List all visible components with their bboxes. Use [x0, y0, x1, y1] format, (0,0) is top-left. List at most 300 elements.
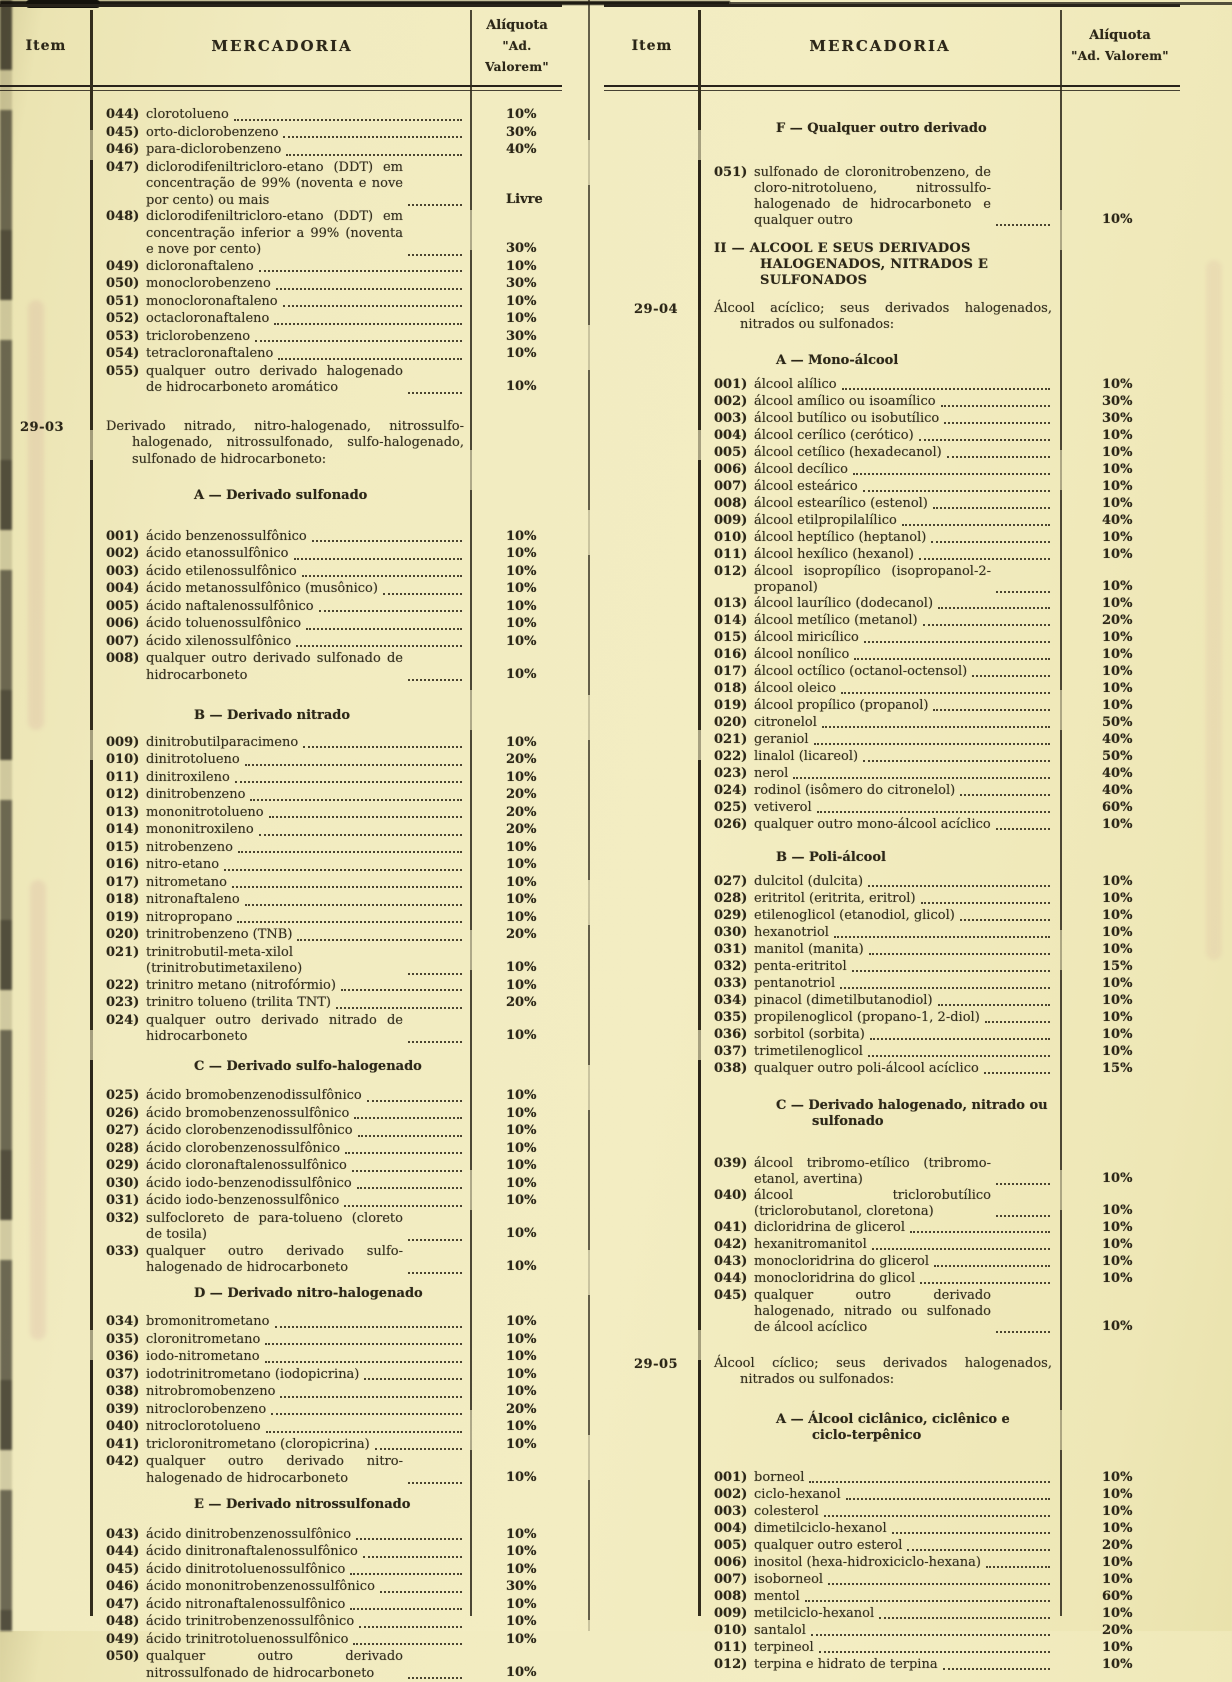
mercadoria-cell	[700, 1470, 1060, 1487]
dot-leader	[938, 1004, 1050, 1006]
entry-text-wrap	[146, 1454, 464, 1487]
rate-value: 10%	[1102, 1555, 1133, 1570]
entry-number: 050)	[106, 1649, 140, 1664]
entry-text: hexanotriol	[754, 925, 829, 940]
entry-number: 024)	[714, 783, 748, 798]
entry-text-wrap	[754, 942, 1052, 958]
item-code: 29-03	[20, 419, 65, 435]
entry-text: trinitrobenzeno (TNB)	[146, 927, 293, 942]
entry-text: trimetilenoglicol	[754, 1044, 863, 1059]
dot-leader	[892, 1532, 1050, 1534]
entry-text-wrap	[754, 1572, 1052, 1588]
item-code	[604, 681, 700, 698]
entry-text-wrap	[754, 630, 1052, 646]
mercadoria-cell	[700, 647, 1060, 664]
dot-leader	[363, 1556, 462, 1558]
item-code	[604, 749, 700, 766]
entry-text: santalol	[754, 1623, 806, 1638]
rate-value: 20%	[1102, 613, 1133, 628]
item-code	[0, 822, 92, 840]
item-code	[0, 1579, 92, 1597]
item-code	[0, 1123, 92, 1141]
entry-text-wrap	[146, 209, 464, 259]
entry-text: álcool oleico	[754, 681, 837, 696]
section-heading: D — Derivado nitro-halogenado	[194, 1285, 423, 1301]
entry-number: 009)	[106, 734, 140, 750]
table-row	[0, 978, 562, 996]
rate-value: 10%	[1102, 1203, 1133, 1218]
rate-value: Livre	[506, 191, 543, 207]
table-row	[604, 1470, 1180, 1487]
entry-text-wrap	[754, 698, 1052, 714]
entry-number: 011)	[714, 547, 748, 562]
rate-value: 10%	[506, 1366, 537, 1382]
entry-text-wrap	[754, 681, 1052, 697]
mercadoria-cell	[92, 1332, 472, 1350]
dot-leader	[814, 743, 1051, 745]
rate-value: 10%	[506, 311, 537, 326]
entry-text-wrap	[754, 1504, 1052, 1520]
column-header-item: Item	[631, 38, 673, 54]
table-row	[0, 892, 562, 910]
entry-text-wrap	[754, 891, 1052, 907]
section-heading: C — Derivado sulfo-halogenado	[194, 1058, 422, 1074]
rate-value	[472, 1286, 562, 1303]
spacer	[0, 468, 562, 488]
dot-leader	[852, 970, 1050, 972]
entry-number: 054)	[106, 346, 140, 361]
item-code	[604, 1156, 700, 1188]
entry-text-wrap	[754, 1606, 1052, 1622]
table-row	[0, 125, 562, 143]
rate-value: 10%	[506, 293, 537, 309]
rate-value: 10%	[1102, 1271, 1133, 1286]
spacer	[604, 866, 1180, 874]
table-row	[604, 496, 1180, 513]
rate-value: 10%	[506, 1349, 537, 1364]
table-row	[0, 840, 562, 858]
table-row	[604, 800, 1180, 817]
entry-text-wrap	[146, 1419, 464, 1436]
mercadoria-cell	[700, 1098, 1060, 1130]
entry-number: 018)	[106, 892, 140, 907]
spacer	[604, 369, 1180, 377]
dot-leader	[869, 953, 1050, 955]
entry-text-wrap	[146, 1632, 464, 1649]
column-header-aliquota	[1060, 25, 1180, 67]
entry-text: nitrometano	[146, 874, 227, 890]
dot-leader	[296, 645, 462, 647]
item-code	[0, 787, 92, 805]
mercadoria-cell	[92, 1437, 472, 1455]
table-row	[0, 927, 562, 945]
entry-text-wrap	[146, 1106, 464, 1123]
table-row	[0, 1562, 562, 1580]
entry-text-wrap	[146, 160, 464, 210]
item-code: 29-04	[634, 302, 679, 317]
mercadoria-cell	[92, 1454, 472, 1487]
mercadoria-cell	[700, 1288, 1060, 1336]
item-code	[0, 160, 92, 210]
item-code	[0, 616, 92, 634]
rate-value: 40%	[1102, 783, 1133, 798]
entry-number: 008)	[714, 496, 748, 511]
rate-value: 10%	[506, 528, 537, 544]
entry-text-wrap	[146, 805, 464, 822]
entry-number: 023)	[106, 995, 140, 1010]
mercadoria-cell	[700, 766, 1060, 783]
table-row	[0, 1454, 562, 1487]
entry-number: 029)	[714, 908, 748, 923]
item-code	[0, 599, 92, 617]
mercadoria-cell	[700, 993, 1060, 1010]
entry-text-wrap	[754, 1220, 1052, 1236]
entry-number: 010)	[714, 1623, 748, 1638]
item-code	[0, 546, 92, 564]
entry-text-wrap	[754, 664, 1052, 680]
entry-text: álcool butílico ou isobutílico	[754, 411, 940, 426]
table-row	[604, 1061, 1180, 1078]
table-row	[0, 1013, 562, 1046]
table-row	[604, 1288, 1180, 1336]
table-row	[604, 613, 1180, 630]
item-code	[604, 479, 700, 496]
rate-value: 10%	[506, 1175, 537, 1191]
entry-text: álcool triclorobutílico (triclorobutanol, cloretona)	[754, 1188, 991, 1219]
entry-text: propilenoglicol (propano-1, 2-diol)	[754, 1010, 980, 1025]
mercadoria-cell	[700, 732, 1060, 749]
dot-leader	[408, 1482, 462, 1484]
item-code	[604, 530, 700, 547]
table-row	[604, 874, 1180, 891]
mercadoria-cell	[92, 927, 472, 945]
entry-number: 012)	[106, 787, 140, 802]
dot-leader	[259, 834, 462, 836]
item-code	[0, 1562, 92, 1580]
item-code	[0, 634, 92, 652]
item-code	[0, 1013, 92, 1046]
entry-text-wrap	[754, 394, 1052, 410]
table-row	[0, 634, 562, 652]
entry-text: nitrobromobenzeno	[146, 1384, 276, 1399]
entry-text-wrap	[754, 766, 1052, 782]
dot-leader	[319, 610, 462, 612]
entry-text: monocloridrina do glicol	[754, 1271, 916, 1286]
item-code	[0, 857, 92, 875]
mercadoria-cell	[92, 616, 472, 634]
table-row	[604, 1640, 1180, 1657]
entry-number: 007)	[106, 633, 140, 649]
rate-value: 15%	[1102, 959, 1133, 974]
entry-text: nerol	[754, 766, 789, 781]
entry-number: 010)	[714, 530, 748, 545]
table-row	[604, 698, 1180, 715]
table-row	[0, 1244, 562, 1277]
dot-leader	[383, 593, 462, 595]
rate-value	[472, 419, 562, 469]
entry-text: qualquer outro derivado halogenado de hidrocarboneto aromático	[146, 363, 403, 395]
entry-number: 041)	[714, 1220, 748, 1235]
mercadoria-cell	[92, 1244, 472, 1277]
entry-number: 025)	[714, 800, 748, 815]
table-row	[604, 681, 1180, 698]
entry-text: trinitro metano (nitrofórmio)	[146, 977, 336, 993]
item-code	[604, 596, 700, 613]
table-row	[604, 1027, 1180, 1044]
entry-text: eritritol (eritrita, eritrol)	[754, 891, 916, 906]
mercadoria-cell	[92, 1314, 472, 1332]
entry-number: 037)	[714, 1044, 748, 1059]
mercadoria-cell	[92, 822, 472, 840]
table-row	[604, 1623, 1180, 1640]
entry-text-wrap	[754, 1470, 1052, 1486]
mercadoria-cell	[700, 353, 1060, 369]
table-row	[0, 752, 562, 770]
dot-leader	[919, 558, 1050, 560]
entry-text: ácido iodo-benzenossulfônico	[146, 1193, 340, 1208]
entry-text-wrap	[146, 1088, 464, 1105]
dot-leader	[960, 919, 1050, 921]
entry-text: nitro-etano	[146, 857, 220, 872]
entry-text-wrap	[146, 840, 464, 857]
rate-value: 20%	[506, 927, 537, 942]
mercadoria-cell	[700, 547, 1060, 564]
item-code	[604, 1487, 700, 1504]
item-code	[604, 165, 700, 229]
item-code	[0, 708, 92, 725]
dot-leader	[996, 1331, 1050, 1333]
item-code	[0, 329, 92, 347]
mercadoria-cell	[92, 787, 472, 805]
entry-number: 012)	[714, 564, 748, 579]
table-row	[0, 1544, 562, 1562]
entry-text: álcool propílico (propanol)	[754, 698, 929, 713]
mercadoria-cell	[700, 462, 1060, 479]
table-row	[0, 1632, 562, 1650]
entry-number: 018)	[714, 681, 748, 696]
rate-value: 10%	[506, 839, 537, 855]
entry-text: qualquer outro esterol	[754, 1538, 903, 1553]
spacer	[0, 1277, 562, 1286]
item-code	[0, 1286, 92, 1303]
entry-text: hexanitromanitol	[754, 1237, 867, 1252]
section-heading: B — Poli-álcool	[776, 850, 886, 865]
mercadoria-cell	[92, 708, 472, 725]
entry-text: ácido clorobenzenossulfônico	[146, 1140, 341, 1156]
table-row	[604, 1504, 1180, 1521]
dot-leader	[341, 989, 462, 991]
entry-text: ciclo-hexanol	[754, 1487, 841, 1502]
item-code	[604, 353, 700, 369]
spacer	[604, 1444, 1180, 1470]
rate-value: 20%	[506, 995, 537, 1010]
entry-text: para-diclorobenzeno	[146, 142, 282, 157]
table-row	[0, 1649, 562, 1682]
entry-text-wrap	[754, 496, 1052, 512]
table-row	[0, 1614, 562, 1632]
entry-text: mentol	[754, 1589, 800, 1604]
rate-value: 30%	[506, 1579, 537, 1594]
item-code	[604, 1640, 700, 1657]
entry-text: qualquer outro derivado sulfonado de hidrocarboneto	[146, 651, 403, 683]
rate-value: 10%	[506, 581, 537, 596]
entry-number: 035)	[106, 1331, 140, 1347]
rate-value: 10%	[506, 616, 537, 631]
table-row	[0, 346, 562, 364]
dot-leader	[297, 939, 462, 941]
dot-leader	[266, 1431, 462, 1433]
entry-text-wrap	[146, 1211, 464, 1244]
mercadoria-cell	[700, 445, 1060, 462]
table-row	[0, 1437, 562, 1455]
dot-leader	[920, 1282, 1050, 1284]
dot-leader	[834, 936, 1050, 938]
entry-text: álcool tribromo-etílico (tribromo-etanol, avertina)	[754, 1156, 991, 1187]
rate-value: 40%	[1102, 766, 1133, 781]
table-row	[604, 1538, 1180, 1555]
rate-value: 10%	[506, 107, 537, 122]
spacer	[0, 397, 562, 419]
entry-text: ácido etilenossulfônico	[146, 563, 297, 579]
table-row	[0, 1193, 562, 1211]
rate-value: 30%	[506, 241, 537, 256]
rate-value: 10%	[1102, 1027, 1133, 1042]
entry-number: 042)	[714, 1237, 748, 1252]
table-row	[604, 1572, 1180, 1589]
mercadoria-cell	[700, 1538, 1060, 1555]
table-row	[604, 1487, 1180, 1504]
rate-value: 10%	[506, 346, 537, 361]
mercadoria-cell	[92, 364, 472, 397]
mercadoria-cell	[700, 925, 1060, 942]
entry-text-wrap	[754, 800, 1052, 816]
mercadoria-cell	[92, 1614, 472, 1632]
mercadoria-cell	[92, 735, 472, 753]
rate-value: 10%	[1102, 445, 1133, 460]
rate-value: 10%	[1102, 1171, 1133, 1186]
mercadoria-cell	[700, 1412, 1060, 1444]
entry-text-wrap	[754, 1254, 1052, 1270]
dot-leader	[367, 1100, 462, 1102]
entry-text-wrap	[754, 479, 1052, 495]
mercadoria-cell	[700, 564, 1060, 596]
dot-leader	[943, 1668, 1050, 1670]
spacer	[604, 333, 1180, 353]
rate-value: 10%	[1102, 596, 1133, 611]
entry-number: 038)	[106, 1384, 140, 1399]
entry-text-wrap	[146, 1158, 464, 1175]
item-code	[604, 766, 700, 783]
aliquota-line2: "Ad. Valorem"	[1071, 49, 1169, 63]
item-code	[604, 1254, 700, 1271]
item-code	[0, 1527, 92, 1545]
table-row	[0, 276, 562, 294]
rate-value: 10%	[1102, 530, 1133, 545]
entry-number: 015)	[714, 630, 748, 645]
entry-text: monocloronaftaleno	[146, 293, 278, 309]
rate-value: 10%	[506, 1028, 537, 1043]
rate-value: 10%	[1102, 874, 1133, 889]
item-code	[0, 1059, 92, 1076]
item-code	[604, 1538, 700, 1555]
mercadoria-cell	[92, 1497, 472, 1514]
dot-leader	[934, 1265, 1050, 1267]
table-row	[604, 1271, 1180, 1288]
mercadoria-cell	[700, 1555, 1060, 1572]
aliquota-line2: "Ad. Valorem"	[485, 38, 549, 74]
entry-text-wrap	[754, 1487, 1052, 1503]
entry-text: geraniol	[754, 732, 809, 747]
dot-leader	[996, 1183, 1050, 1185]
dot-leader	[237, 921, 462, 923]
entry-text-wrap	[146, 311, 464, 328]
mercadoria-cell	[700, 1027, 1060, 1044]
item-code	[0, 209, 92, 259]
rate-value: 10%	[506, 1596, 537, 1612]
entry-text: clorotolueno	[146, 107, 229, 122]
section-heading: B — Derivado nitrado	[194, 708, 351, 723]
rate-value: 50%	[1102, 715, 1133, 730]
entry-text: álcool cerílico (cerótico)	[754, 428, 914, 443]
item-code	[604, 976, 700, 993]
mercadoria-cell	[92, 1597, 472, 1615]
entry-text-wrap	[146, 546, 464, 563]
item-code	[604, 1412, 700, 1444]
aliquota-line1: Alíquota	[486, 17, 548, 33]
entry-number: 022)	[714, 749, 748, 764]
entry-text-wrap	[146, 616, 464, 633]
mercadoria-cell	[92, 892, 472, 910]
entry-number: 041)	[106, 1436, 140, 1452]
dot-leader	[234, 119, 462, 121]
entry-text: dicloronaftaleno	[146, 258, 254, 274]
rate-value: 10%	[506, 1259, 537, 1274]
mercadoria-cell	[700, 800, 1060, 817]
rate-value: 10%	[506, 666, 537, 682]
rate-value: 20%	[506, 752, 537, 767]
mercadoria-cell	[700, 1521, 1060, 1538]
entry-text: ácido cloronaftalenossulfônico	[146, 1158, 347, 1173]
item-code	[604, 411, 700, 428]
entry-number: 019)	[106, 909, 140, 925]
entry-number: 017)	[106, 874, 140, 890]
item-code	[604, 1572, 700, 1589]
mercadoria-cell	[92, 276, 472, 294]
mercadoria-cell	[700, 377, 1060, 394]
rate-value: 10%	[506, 857, 537, 872]
table-row	[604, 513, 1180, 530]
entry-number: 053)	[106, 328, 140, 344]
dot-leader	[364, 1378, 462, 1380]
entry-number: 003)	[714, 411, 748, 426]
item-code	[604, 1061, 700, 1078]
rate-value: 10%	[506, 1614, 537, 1629]
group-text: Álcool acíclico; seus derivados halogenados, nitrados ou sulfonados:	[714, 301, 1052, 332]
item-code	[604, 1027, 700, 1044]
table-row	[604, 445, 1180, 462]
dot-leader	[269, 816, 462, 818]
vertical-rule	[470, 10, 472, 1616]
entry-text-wrap	[146, 1402, 464, 1419]
entry-text-wrap	[754, 908, 1052, 924]
mercadoria-cell	[92, 1384, 472, 1402]
rate-value: 10%	[1102, 579, 1133, 594]
rate-value: 40%	[1102, 732, 1133, 747]
table-row	[604, 411, 1180, 428]
dot-leader	[408, 679, 462, 681]
table-row	[604, 1188, 1180, 1220]
dot-leader	[408, 1239, 462, 1241]
